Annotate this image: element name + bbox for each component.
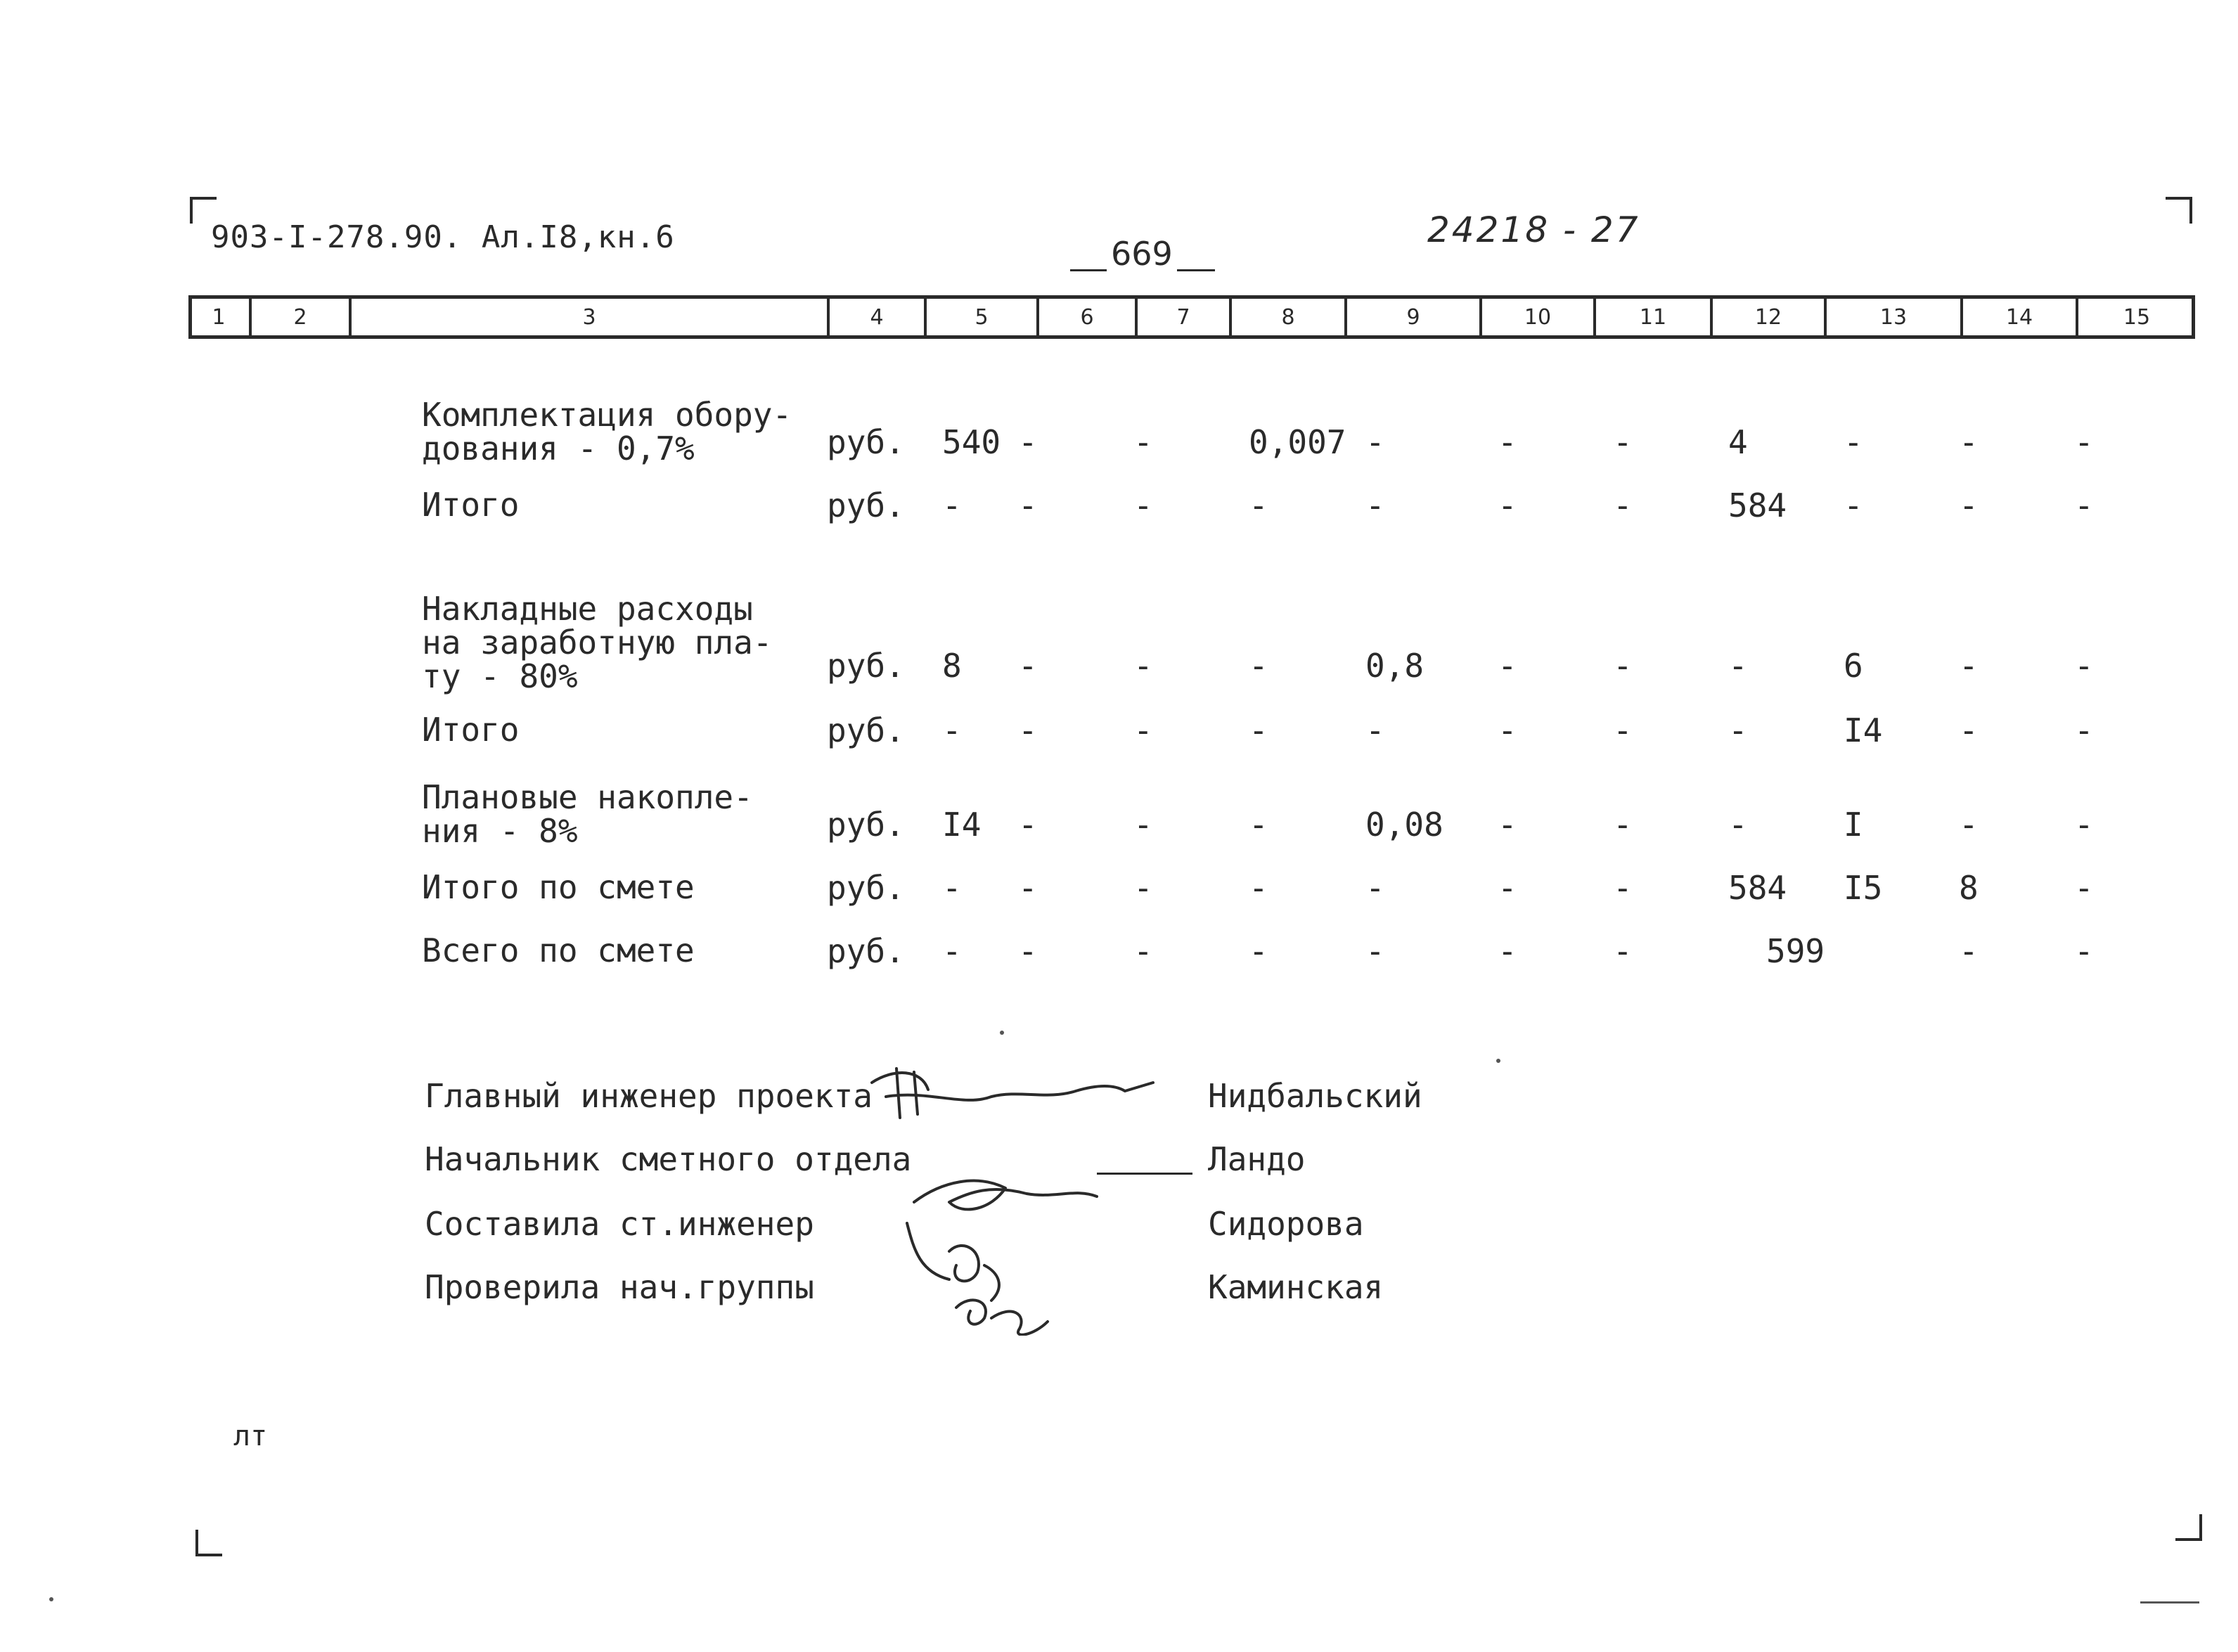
signatory-name: Нидбальский bbox=[1208, 1077, 1422, 1115]
corner-mark-bottom-left bbox=[195, 1530, 222, 1556]
cell-c13: - bbox=[1844, 486, 1863, 524]
speck-dot bbox=[1496, 1059, 1500, 1063]
cell-c11: - bbox=[1613, 806, 1633, 844]
cell-c14: - bbox=[1959, 806, 1979, 844]
signature-2-icon bbox=[914, 1181, 1097, 1210]
cell-c8: - bbox=[1249, 932, 1268, 970]
handwritten-code: 24218 - 27 bbox=[1427, 209, 1640, 250]
signature-4-icon bbox=[956, 1300, 1048, 1334]
cell-c8: - bbox=[1249, 647, 1268, 685]
cell-c5: 8 bbox=[942, 647, 962, 685]
cell-c15: - bbox=[2074, 423, 2094, 461]
cell-c12: 584 bbox=[1728, 869, 1787, 907]
cell-c15: - bbox=[2074, 932, 2094, 970]
column-header-15: 15 bbox=[2123, 304, 2151, 330]
cell-c6: - bbox=[1018, 806, 1038, 844]
row-label: Всего по смете bbox=[422, 931, 695, 969]
cell-c6: - bbox=[1018, 932, 1038, 970]
cell-c12: - bbox=[1728, 647, 1748, 685]
cell-c12_13: 599 bbox=[1766, 932, 1825, 970]
column-header-11: 11 bbox=[1596, 299, 1713, 335]
cell-c9: - bbox=[1365, 711, 1385, 749]
cell-c15: - bbox=[2074, 486, 2094, 524]
cell-c14: - bbox=[1959, 486, 1979, 524]
cell-c10: - bbox=[1498, 806, 1517, 844]
bottom-right-dash bbox=[2140, 1601, 2199, 1603]
cell-c10: - bbox=[1498, 711, 1517, 749]
cell-c8: 0,007 bbox=[1249, 423, 1346, 461]
cell-c5: - bbox=[942, 711, 962, 749]
column-header-9: 9 bbox=[1347, 299, 1482, 335]
corner-mark-bottom-right bbox=[2175, 1514, 2202, 1541]
cell-c14: - bbox=[1959, 647, 1979, 685]
cell-c11: - bbox=[1613, 486, 1633, 524]
cell-c9: - bbox=[1365, 486, 1385, 524]
cell-c13: 6 bbox=[1844, 647, 1863, 685]
cell-c12: 584 bbox=[1728, 486, 1787, 524]
cell-c12: - bbox=[1728, 711, 1748, 749]
row-unit: руб. bbox=[827, 647, 905, 685]
signature-title: Проверила нач.группы bbox=[425, 1268, 814, 1306]
footer-mark: лт bbox=[233, 1420, 268, 1452]
row-label: Итого bbox=[422, 486, 520, 524]
cell-c13: I bbox=[1844, 806, 1863, 844]
cell-c11: - bbox=[1613, 869, 1633, 907]
cell-c8: - bbox=[1249, 806, 1268, 844]
cell-c15: - bbox=[2074, 806, 2094, 844]
column-header-10: 10 bbox=[1482, 299, 1596, 335]
row-label: Итого bbox=[422, 711, 520, 749]
cell-c11: - bbox=[1613, 423, 1633, 461]
signature-scribbles bbox=[844, 1040, 1237, 1336]
row-unit: руб. bbox=[827, 423, 905, 461]
signature-3-icon bbox=[907, 1223, 999, 1301]
cell-c12: 4 bbox=[1728, 423, 1748, 461]
cell-c11: - bbox=[1613, 932, 1633, 970]
column-header-3: 3 bbox=[352, 299, 830, 335]
cell-c7: - bbox=[1133, 647, 1153, 685]
speck-dot bbox=[49, 1597, 53, 1601]
signatory-name: Ландо bbox=[1208, 1140, 1306, 1178]
row-unit: руб. bbox=[827, 486, 905, 524]
cell-c9: - bbox=[1365, 932, 1385, 970]
cell-c5: 540 bbox=[942, 423, 1001, 461]
row-label: Итого по смете bbox=[422, 868, 695, 906]
cell-c6: - bbox=[1018, 711, 1038, 749]
cell-c7: - bbox=[1133, 711, 1153, 749]
cell-c9: 0,08 bbox=[1365, 806, 1443, 844]
cell-c7: - bbox=[1133, 869, 1153, 907]
row-unit: руб. bbox=[827, 869, 905, 907]
cell-c9: - bbox=[1365, 869, 1385, 907]
cell-c14: - bbox=[1959, 423, 1979, 461]
cell-c5: - bbox=[942, 932, 962, 970]
signature-title: Главный инженер проекта bbox=[425, 1077, 873, 1115]
signatory-name: Каминская bbox=[1208, 1268, 1384, 1306]
cell-c10: - bbox=[1498, 869, 1517, 907]
cell-c5: - bbox=[942, 869, 962, 907]
cell-c5: - bbox=[942, 486, 962, 524]
cell-c5: I4 bbox=[942, 806, 982, 844]
signature-1-icon bbox=[872, 1069, 1153, 1118]
column-header-6: 6 bbox=[1039, 299, 1138, 335]
column-header-14: 14 bbox=[1963, 299, 2078, 335]
cell-c6: - bbox=[1018, 486, 1038, 524]
cell-c7: - bbox=[1133, 486, 1153, 524]
cell-c8: - bbox=[1249, 711, 1268, 749]
row-unit: руб. bbox=[827, 806, 905, 844]
cell-c10: - bbox=[1498, 486, 1517, 524]
row-unit: руб. bbox=[827, 711, 905, 749]
cell-c13: - bbox=[1844, 423, 1863, 461]
cell-c13: I5 bbox=[1844, 869, 1883, 907]
cell-c6: - bbox=[1018, 647, 1038, 685]
cell-c15: - bbox=[2074, 711, 2094, 749]
cell-c11: - bbox=[1613, 647, 1633, 685]
signatory-name: Сидорова bbox=[1208, 1205, 1364, 1243]
cell-c14: 8 bbox=[1959, 869, 1979, 907]
signature-title: Составила ст.инженер bbox=[425, 1205, 814, 1243]
column-number-strip bbox=[188, 295, 2195, 339]
cell-c13: I4 bbox=[1844, 711, 1883, 749]
cell-c9: - bbox=[1365, 423, 1385, 461]
cell-c14: - bbox=[1959, 932, 1979, 970]
cell-c15: - bbox=[2074, 647, 2094, 685]
cell-c7: - bbox=[1133, 932, 1153, 970]
cell-c6: - bbox=[1018, 869, 1038, 907]
row-unit: руб. bbox=[827, 932, 905, 970]
column-header-8: 8 bbox=[1232, 299, 1347, 335]
cell-c9: 0,8 bbox=[1365, 647, 1425, 685]
speck-dot bbox=[1000, 1031, 1004, 1035]
cell-c8: - bbox=[1249, 869, 1268, 907]
cell-c10: - bbox=[1498, 932, 1517, 970]
cell-c11: - bbox=[1613, 711, 1633, 749]
column-header-2: 2 bbox=[252, 299, 352, 335]
cell-c10: - bbox=[1498, 423, 1517, 461]
page-number: 669 bbox=[1111, 235, 1173, 273]
row-label: Плановые накопле- ния - 8% bbox=[422, 778, 753, 850]
cell-c15: - bbox=[2074, 869, 2094, 907]
cell-c10: - bbox=[1498, 647, 1517, 685]
column-header-13: 13 bbox=[1827, 299, 1963, 335]
cell-c7: - bbox=[1133, 806, 1153, 844]
column-header-1: 1 bbox=[188, 299, 252, 335]
column-header-5: 5 bbox=[927, 299, 1039, 335]
cell-c8: - bbox=[1249, 486, 1268, 524]
cell-c12: - bbox=[1728, 806, 1748, 844]
cell-c6: - bbox=[1018, 423, 1038, 461]
column-header-7: 7 bbox=[1138, 299, 1232, 335]
row-label: Накладные расходы на заработную пла- ту - 80% bbox=[422, 590, 773, 695]
corner-mark-top-right bbox=[2166, 197, 2192, 224]
column-header-4: 4 bbox=[830, 299, 927, 335]
document-code: 903-I-278.90. Ал.I8,кн.6 bbox=[211, 219, 675, 255]
column-header-12: 12 bbox=[1713, 299, 1827, 335]
cell-c14: - bbox=[1959, 711, 1979, 749]
row-label: Комплектация обору- дования - 0,7% bbox=[422, 396, 792, 467]
cell-c7: - bbox=[1133, 423, 1153, 461]
signature-title: Начальник сметного отдела bbox=[425, 1140, 912, 1178]
